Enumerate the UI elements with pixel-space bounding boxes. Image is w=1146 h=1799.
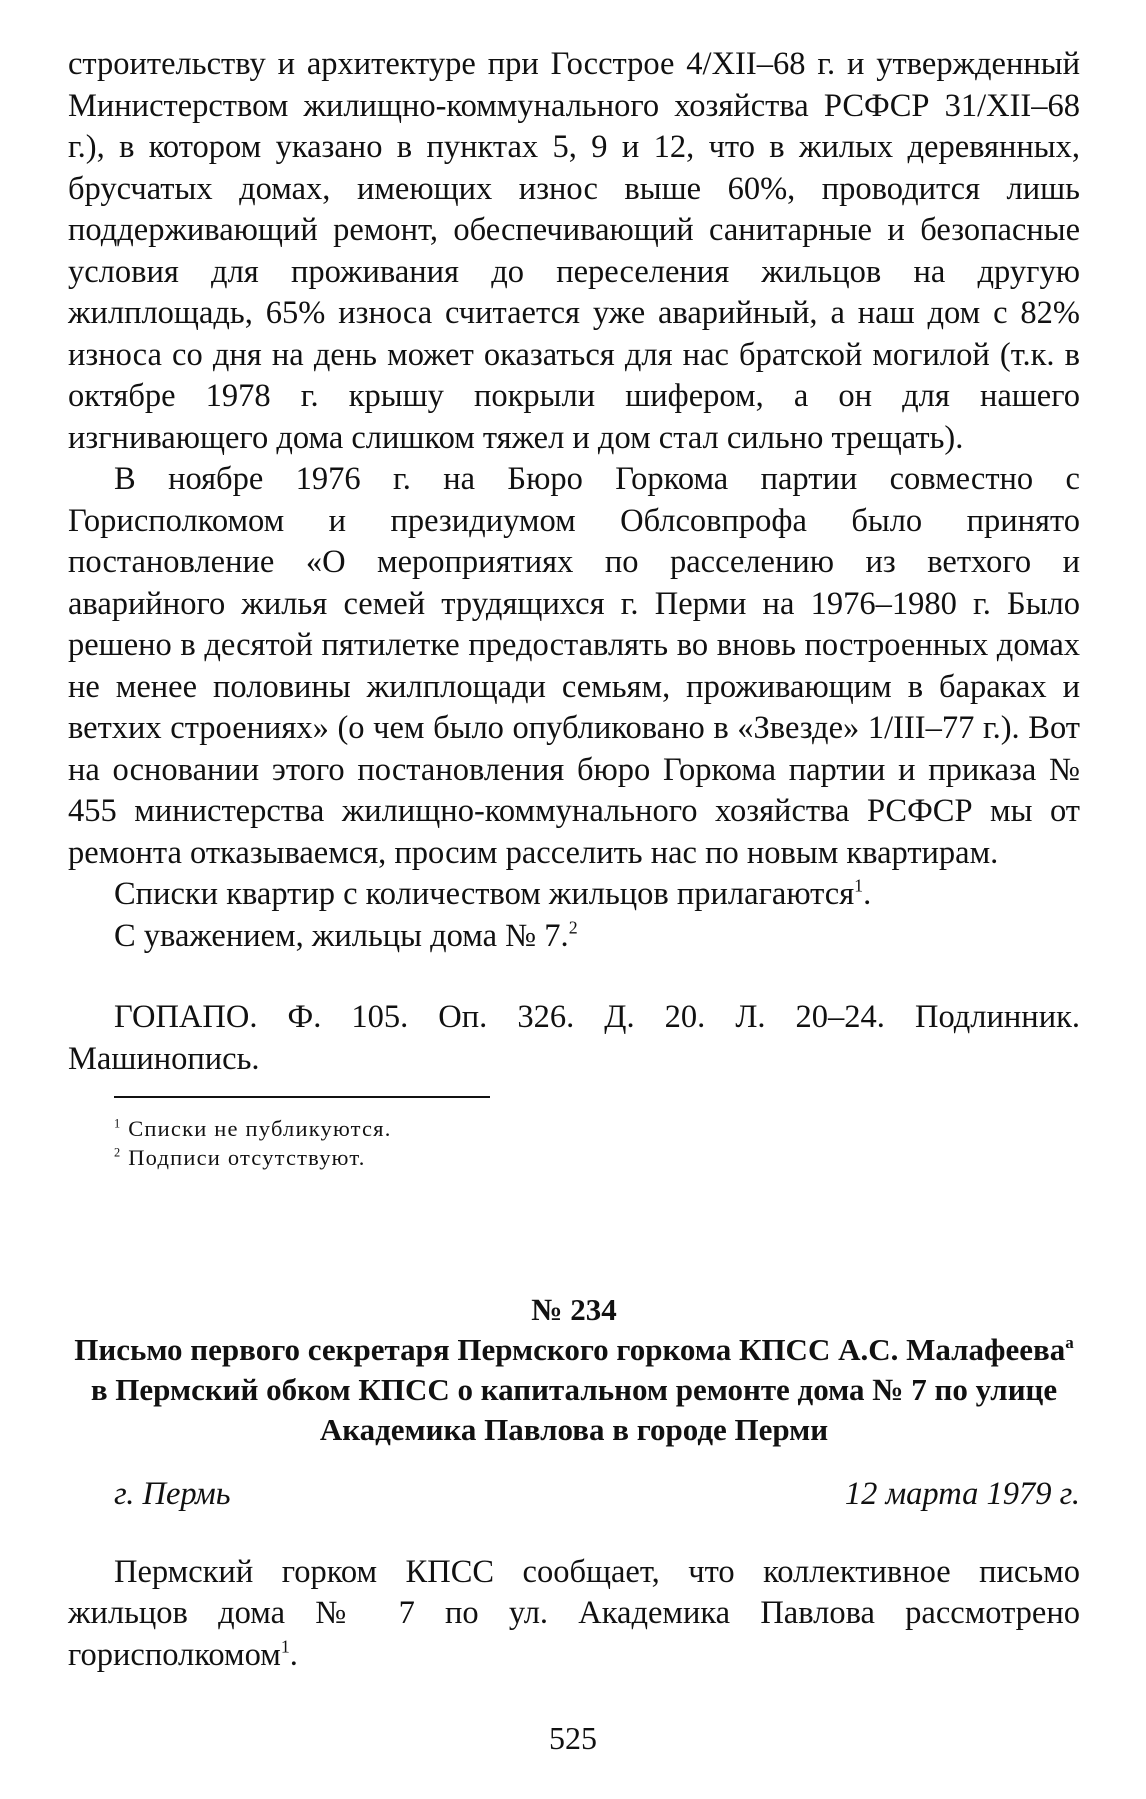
footnote-mark: 1 xyxy=(114,1116,122,1131)
page-content xyxy=(68,44,1080,1676)
document-title-part-2: в Пермский обком КПСС о капитальном ремонте дома № 7 по улице Академика Павлова в городе Перми xyxy=(90,1372,1058,1447)
footnote-2 xyxy=(114,1143,1080,1172)
footnotes xyxy=(114,1114,1080,1172)
attachments-period: . xyxy=(863,876,872,912)
closing-signature xyxy=(68,916,1080,958)
footnote-mark: 2 xyxy=(114,1145,122,1160)
title-note-mark: а xyxy=(1065,1333,1074,1353)
footnote-ref-body: 1 xyxy=(280,1636,290,1656)
document-number: № 234 xyxy=(531,1292,617,1327)
closing-text: С уважением, жильцы дома № 7. xyxy=(114,917,569,954)
archive-reference: ГОПАПО. Ф. 105. Оп. 326. Д. 20. Л. 20–24. Подлинник. Машинопись. xyxy=(68,999,1080,1077)
attachments-text: Списки квартир с количеством жильцов прилагаются xyxy=(114,876,855,912)
document-title-part-1: Письмо первого секретаря Пермского горкома КПСС А.С. Малафеева xyxy=(74,1332,1066,1367)
document-title xyxy=(68,1330,1080,1450)
footnote-1 xyxy=(114,1114,1080,1143)
attachments-note xyxy=(68,874,1080,916)
body-paragraph-continuation: строительству и архитектуре при Госстрое 4/XII–68 г. и утвержденный Министерством жилищно-коммунального хозяйства РСФСР 31/XII–68 г.), в котором указано в пунктах 5, 9 и 12, что в жилых деревянных, брусчатых домах, имеющих износ выше 60%, проводится лишь поддерживающий ремонт, обеспечивающий санитарные и безопасные условия для проживания до переселения жильцов на другую жилплощадь, 65% износа считается уже аварийный, а наш дом с 82% износа со дня на день может оказаться для нас братской могилой (т.к. в октябре 1978 г. крышу покрыли шифером, а он для нашего изгнивающего дома слишком тяжел и дом стал сильно трещать). xyxy=(68,46,1080,456)
footnote-text: Списки не публикуются. xyxy=(128,1116,392,1141)
document-header xyxy=(68,1290,1080,1450)
page-number: 525 xyxy=(549,1720,597,1756)
body-paragraph-resettlement: В ноябре 1976 г. на Бюро Горкома партии совместно с Горисполкомом и президиумом Облсовпрофа было принято постановление «О мероприятиях по расселению из ветхого и аварийного жилья семей трудящихся г. Перми на 1976–1980 г. Было решено в десятой пятилетке предоставлять во вновь построенных домах не менее половины жилплощади семьям, проживающим в бараках и ветхих строениях» (о чем было опубликовано в «Звезде» 1/III–77 г.). Вот на основании этого постановления бюро Горкома партии и приказа № 455 министерства жилищно-коммунального хозяйства РСФСР мы от ремонта отказываемся, просим расселить нас по новым квартирам. xyxy=(68,461,1080,871)
place-date-line xyxy=(68,1474,1080,1516)
document-body xyxy=(68,1552,1080,1677)
document-body-period: . xyxy=(289,1636,298,1673)
document-place: г. Пермь xyxy=(114,1476,231,1512)
footnote-text: Подписи отсутствуют. xyxy=(128,1145,366,1170)
document-date: 12 марта 1979 г. xyxy=(844,1476,1080,1512)
footnote-divider xyxy=(114,1096,490,1098)
footnote-ref-2: 2 xyxy=(568,917,578,937)
document-body-text: Пермский горком КПСС сообщает, что коллективное письмо жильцов дома № 7 по ул. Академика Павлова рассмотрено горисполкомом xyxy=(68,1553,1080,1673)
footnote-ref-1: 1 xyxy=(854,875,864,896)
